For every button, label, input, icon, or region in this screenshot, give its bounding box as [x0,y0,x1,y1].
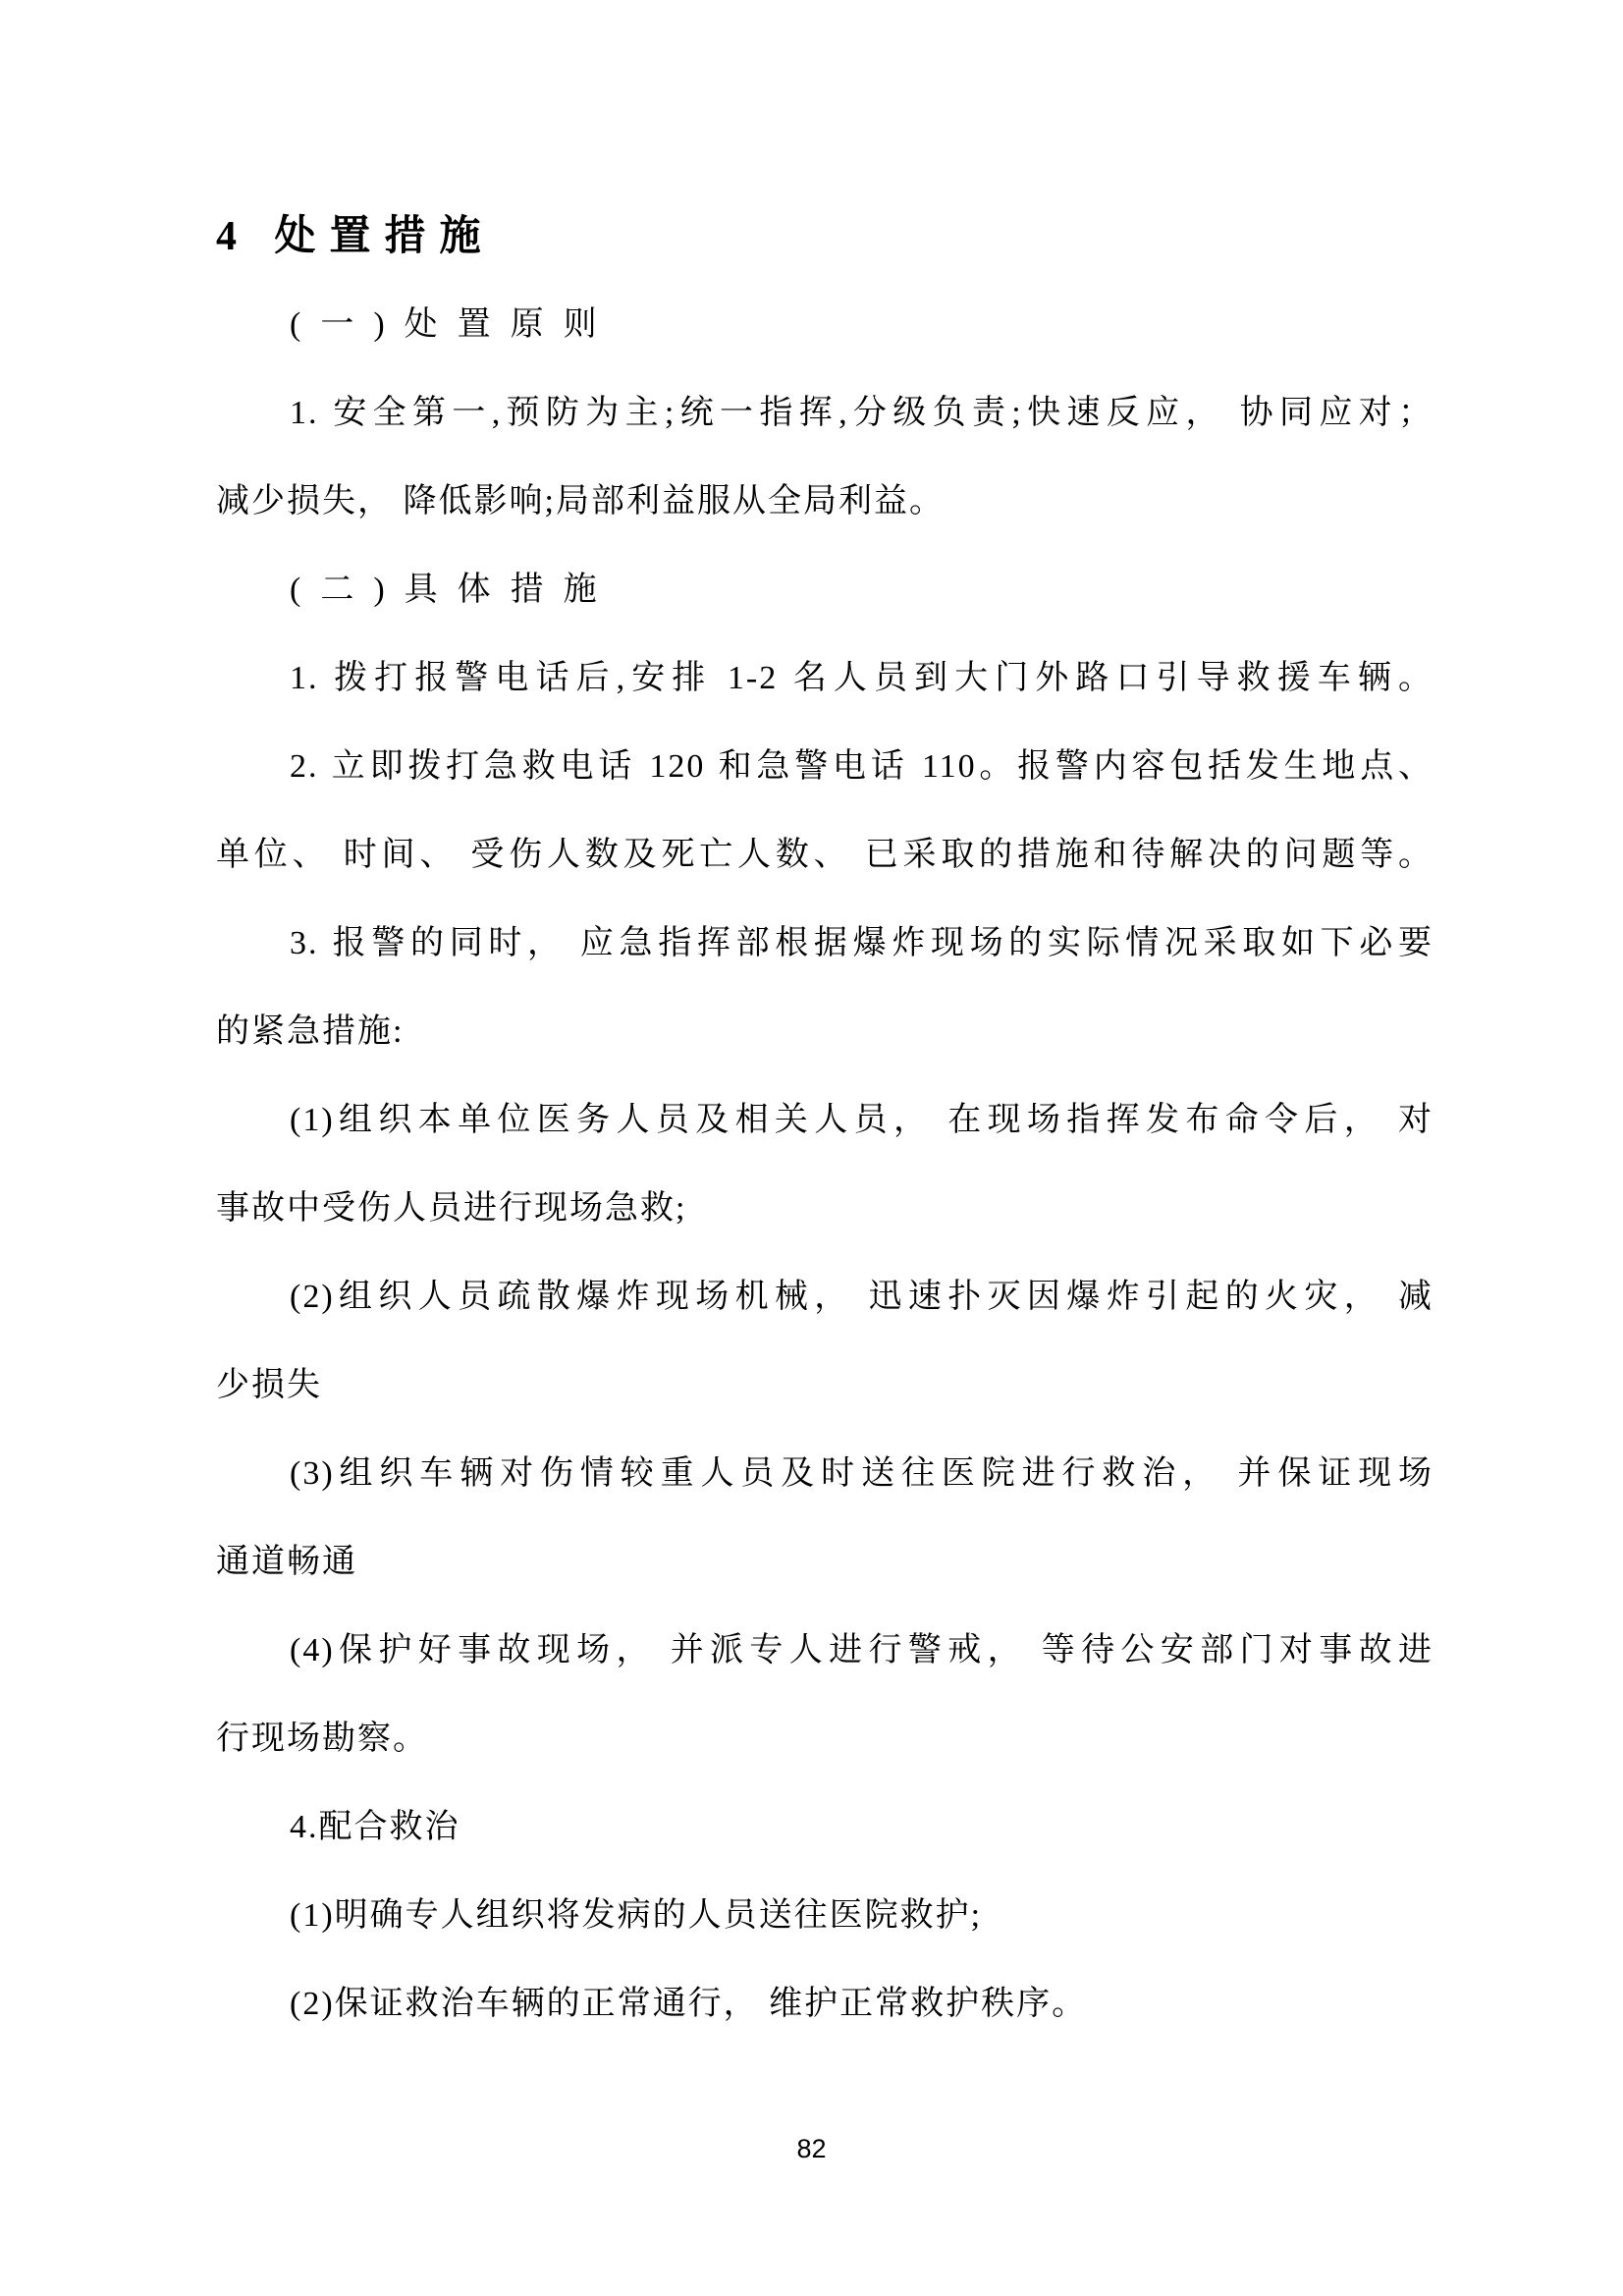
text-line: 通道畅通 [216,1544,357,1580]
text-line: 单位、 时间、 受伤人数及死亡人数、 已采取的措施和待解决的问题等。 [216,837,1434,873]
text-line: (3)组织车辆对伤情较重人员及时送往医院进行救治， 并保证现场 [290,1455,1434,1492]
text-line: 1. 安全第一,预防为主;统一指挥,分级负责;快速反应， 协同应对； [290,395,1434,431]
text-line: 减少损失， 降低影响;局部利益服从全局利益。 [216,483,945,519]
text-line: 行现场勘察。 [216,1721,428,1757]
page-number: 82 [796,2134,827,2163]
text-line: 少损失 [216,1367,322,1403]
text-line: 3. 报警的同时， 应急指挥部根据爆炸现场的实际情况采取如下必要 [290,925,1434,961]
text-line: (2)保证救治车辆的正常通行， 维护正常救护秩序。 [290,1986,1088,2022]
text-line: 事故中受伤人员进行现场急救; [216,1190,687,1227]
text-line: (1)组织本单位医务人员及相关人员， 在现场指挥发布命令后， 对 [290,1102,1434,1138]
text-line: (4)保护好事故现场， 并派专人进行警戒， 等待公安部门对事故进 [290,1632,1434,1668]
text-line: 2. 立即拨打急救电话 120 和急警电话 110。报警内容包括发生地点、 [290,748,1434,785]
text-line: 的紧急措施: [216,1013,405,1050]
text-line: (1)明确专人组织将发病的人员送往医院救护; [290,1897,983,1934]
text-line: (2)组织人员疏散爆炸现场机械， 迅速扑灭因爆炸引起的火灾， 减 [290,1279,1434,1315]
subsection-heading: (二)具体措施 [290,572,617,608]
section-heading: 4 处置措施 [216,214,495,259]
text-line: 4.配合救治 [290,1809,460,1845]
text-line: 1. 拨打报警电话后,安排 1-2 名人员到大门外路口引导救援车辆。 [290,660,1434,696]
subsection-heading: (一)处置原则 [290,306,617,343]
document-body [216,192,1434,2049]
